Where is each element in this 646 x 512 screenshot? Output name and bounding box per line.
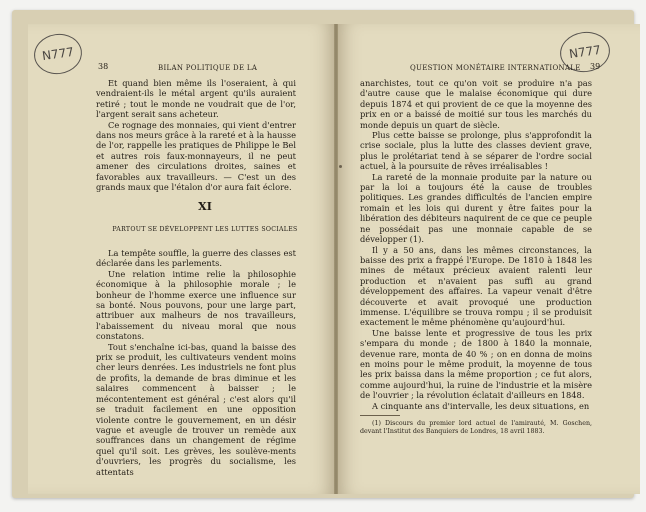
left-running-head: BILAN POLITIQUE DE LA [158, 64, 258, 72]
right-page-number: 39 [590, 62, 601, 71]
paragraph: Ce rognage des monnaies, qui vient d'entrer dans nos meurs grâce à la rareté et à la hausse de l'or, rappelle les pratiques de Philippe le Bel et autres rois faux-monnayeurs, il ne peut amener des circulations droites, saines et favorables aux travailleurs. — C'est un des grands maux que l'étalon d'or aura fait éclore. [96, 119, 296, 193]
paragraph: La rareté de la monnaie produite par la nature ou par la loi a toujours été la cause de troubles politiques. Les grandes difficultés de l'ancien empire romain et les lois qui durent y être faites pour la libération des débiteurs naquirent de ce que ce peuple ne possédait pas une monnaie capable de se développer (1). [360, 171, 592, 245]
paragraph: Plus cette baisse se prolonge, plus s'approfondit la crise sociale, plus la lutte des classes devient grave, plus le prolétariat tend à se séparer de l'ordre social actuel, à la poursuite de rêves irréalisables ! [360, 130, 592, 172]
right-page-body [360, 78, 592, 436]
paragraph: Une relation intime relie la philosophie économique à la philosophie morale ; le bonheur de l'homme exerce une influence sur sa bonté. Nous pouvons, pour une large part, attribuer aux malheurs de nos travailleurs, l'abaissement du niveau moral que nous constatons. [96, 268, 296, 342]
paragraph: Tout s'enchaîne ici-bas, quand la baisse des prix se produit, les cultivateurs vendent moins cher leurs denrées. Les industriels ne font plus de profits, la demande de bras diminue et les salaires commencent à baisser ; le mécontentement est général ; c'est alors qu'il se traduit facilement en une opposition violente contre le gouvernement, en un désir vague et aveugle de trouver un remède aux souffrances dans un changement de régime quel qu'il soit. Les grèves, les soulève-ments d'ouvriers, les progrès du socialisme, les attentats [96, 341, 296, 477]
paragraph: Et quand bien même ils l'oseraient, à qui vendraient-ils le métal argent qu'ils auraient retiré ; tout le monde ne voudrait que de l'or, l'argent serait sans acheteur. [96, 78, 296, 120]
right-page [338, 24, 640, 494]
library-stamp-left: N777 [31, 31, 84, 77]
paragraph: La tempête souffle, la guerre des classes est déclarée dans les parlements. [96, 248, 296, 269]
library-stamp-right: N777 [557, 29, 612, 76]
open-book [12, 10, 634, 498]
paragraph: Une baisse lente et progressive de tous les prix s'empara du monde ; de 1800 à 1840 la monnaie, devenue rare, monta de 40 % ; on en donna de moins en moins pour le même produit, la moyenne de tous les prix baissa dans la même proportion ; ce fut alors, comme aujourd'hui, la ruine de l'industrie et la misère de l'ouvrier ; la révolution éclatait d'ailleurs en 1848. [360, 327, 592, 401]
left-page-body [96, 78, 296, 192]
paragraph: A cinquante ans d'intervalle, les deux situations, en [372, 400, 590, 411]
chapter-title: PARTOUT SE DÉVELOPPENT LES LUTTES SOCIALES [112, 226, 298, 233]
chapter-number: XI [198, 200, 212, 213]
footnote: (1) Discours du premier lord actuel de l'amirauté, M. Goschen, devant l'Institut des Banquiers de Londres, 18 avril 1883. [360, 420, 592, 435]
left-page-body-continued [96, 248, 296, 477]
paragraph: Il y a 50 ans, dans les mêmes circonstances, la baisse des prix a frappé l'Europe. De 1810 à 1848 les mines de métaux précieux avaient ralenti leur production et n'avaient pas suffi au grand développement des affaires. La vapeur venait d'être découverte et avait provoqué une production immense. L'équilibre se trouva rompu ; il se produisit exactement le même phénomène qu'aujourd'hui. [360, 244, 592, 328]
footnote-divider [360, 415, 400, 416]
paragraph: anarchistes, tout ce qu'on voit se produire n'a pas d'autre cause que le malaise économique qui dure depuis 1874 et qui provient de ce que la moyenne des prix en or a baissé de moitié sur tous les marchés du monde depuis un quart de siècle. [360, 78, 592, 130]
left-page-number: 38 [98, 62, 109, 71]
left-page [28, 24, 334, 494]
binding-mark [339, 165, 342, 168]
right-running-head: QUESTION MONÉTAIRE INTERNATIONALE [410, 64, 581, 72]
